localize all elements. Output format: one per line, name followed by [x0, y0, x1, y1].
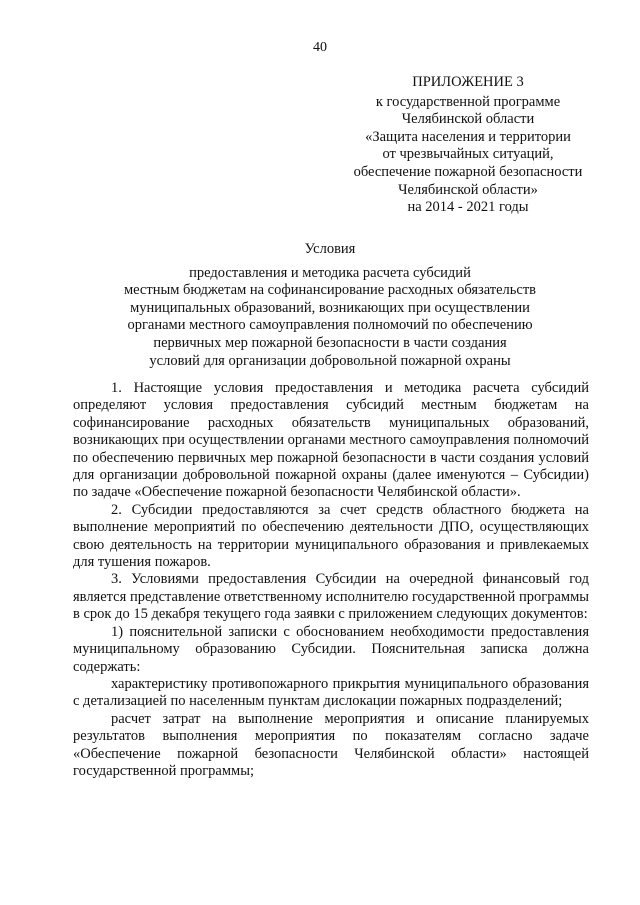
appendix-line: на 2014 - 2021 годы — [407, 199, 529, 216]
appendix-line: обеспечение пожарной безопасности — [353, 163, 583, 180]
paragraph-3: 3. Условиями предоставления Субсидии на очередной финансовый год является представление ответственному исполнителю государственной программы в срок до 15 декабря текущего года заявки с приложением следующих документов: — [73, 571, 589, 623]
document-title-line: условий для организации добровольной пожарной охраны — [149, 352, 511, 369]
paragraph-1: 1. Настоящие условия предоставления и методика расчета субсидий определяют условия предоставления субсидий местным бюджетам на софинансирование расходных обязательств муниципальных образований, возникающих при осуществлении органами местного самоуправления полномочий по обеспечению первичных мер пожарной безопасности в части создания условий для организации добровольной пожарной охраны (далее именуются – Субсидии) по задаче «Обеспечение пожарной безопасности Челябинской области». — [73, 380, 589, 501]
appendix-title: ПРИЛОЖЕНИЕ 3 — [412, 74, 524, 90]
paragraph-cost-calculation: расчет затрат на выполнение мероприятия и описание планируемых результатов выполнения мероприятия по показателям согласно задаче «Обеспечение пожарной безопасности Челябинской области» настоящей государственной программы; — [73, 710, 589, 779]
appendix-line: от чрезвычайных ситуаций, — [382, 146, 554, 163]
document-title-line: органами местного самоуправления полномочий по обеспечению — [127, 317, 533, 334]
page-number: 40 — [313, 40, 327, 55]
paragraph-item-1: 1) пояснительной записки с обоснованием необходимости предоставления муниципальному образованию Субсидии. Пояснительная записка должна содержать: — [73, 623, 589, 675]
document-title-line: первичных мер пожарной безопасности в части создания — [153, 334, 507, 351]
appendix-block — [338, 74, 598, 217]
appendix-line: Челябинской области» — [398, 181, 538, 198]
document-heading: Условия — [304, 241, 356, 257]
paragraph-2: 2. Субсидии предоставляются за счет средств областного бюджета на выполнение мероприятий по обеспечению деятельности ДПО, осуществляющих свою деятельность на территории муниципального образования и привлекаемых для тушения пожаров. — [73, 501, 589, 571]
document-title — [70, 241, 590, 370]
paragraph-characteristic: характеристику противопожарного прикрытия муниципального образования с детализацией по населенным пунктам дислокации пожарных подразделений; — [73, 675, 589, 710]
appendix-line: к государственной программе — [375, 93, 561, 110]
document-body — [73, 380, 589, 780]
appendix-line: Челябинской области — [401, 111, 535, 128]
appendix-line: «Защита населения и территории — [365, 128, 571, 145]
document-title-line: муниципальных образований, возникающих при осуществлении — [130, 299, 530, 316]
document-title-line: предоставления и методика расчета субсидий — [189, 264, 471, 281]
document-title-line: местным бюджетам на софинансирование расходных обязательств — [123, 282, 537, 299]
